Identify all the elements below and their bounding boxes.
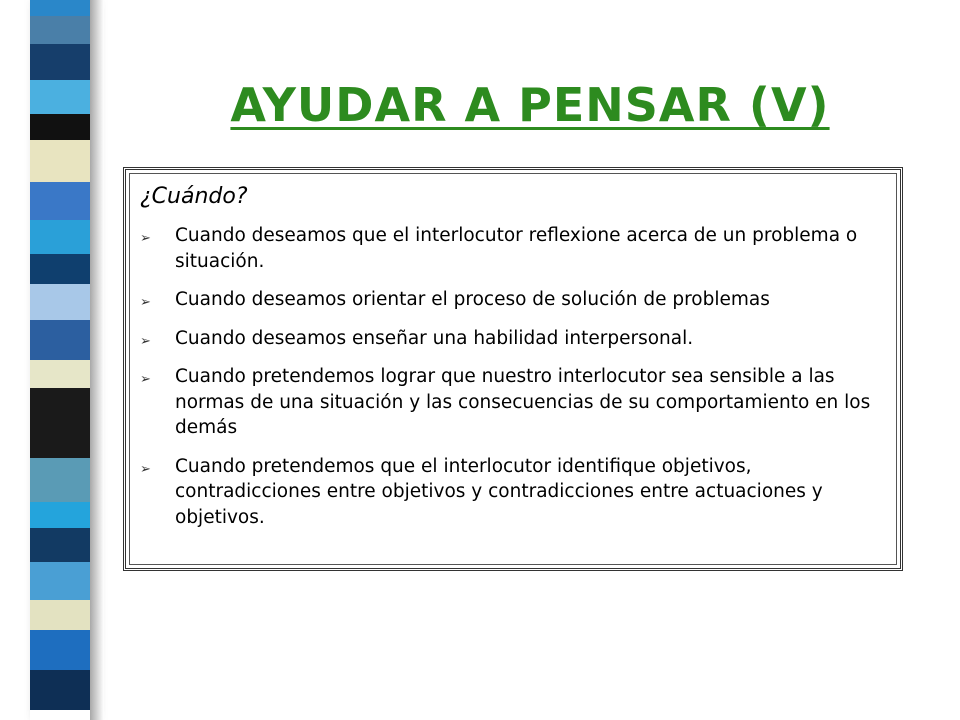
stripe-segment [30, 220, 90, 254]
stripe-segment [30, 16, 90, 44]
bullet-list [140, 223, 882, 530]
stripe-segment [30, 528, 90, 562]
bullet-item [140, 364, 882, 441]
bullet-text: Cuando deseamos que el interlocutor reflexione acerca de un problema o situación. [175, 225, 858, 272]
stripe-segment [30, 388, 90, 458]
stripe-segment [30, 284, 90, 320]
stripe-segment [30, 562, 90, 600]
slide-title: AYUDAR A PENSAR (V) [230, 78, 830, 132]
stripe-segment [30, 600, 90, 630]
bullet-item [140, 223, 882, 274]
bullet-item [140, 454, 882, 531]
stripe-segment [30, 458, 90, 502]
stripe-segment [30, 254, 90, 284]
stripe-segment [30, 670, 90, 710]
arrow-bullet-icon: ➢ [140, 372, 151, 387]
bullet-item [140, 287, 882, 313]
stripe-segment [30, 502, 90, 528]
bullet-text: Cuando deseamos enseñar una habilidad interpersonal. [175, 327, 694, 349]
stripe-segment [30, 44, 90, 80]
arrow-bullet-icon: ➢ [140, 295, 151, 310]
bullet-text: Cuando deseamos orientar el proceso de solución de problemas [175, 289, 770, 310]
stripe-segment [30, 140, 90, 182]
stripe-segment [30, 182, 90, 220]
stripe-segment [30, 0, 90, 16]
content-box [123, 167, 903, 571]
stripe-segment [30, 360, 90, 388]
arrow-bullet-icon: ➢ [140, 231, 151, 246]
arrow-bullet-icon: ➢ [140, 333, 151, 349]
bullet-text: Cuando pretendemos lograr que nuestro interlocutor sea sensible a las normas de una situación y las consecuencias de su comportamiento en los demás [175, 366, 871, 438]
arrow-bullet-icon: ➢ [140, 461, 151, 477]
bullet-item [140, 326, 882, 352]
stripe-segment [30, 320, 90, 360]
bullet-text: Cuando pretendemos que el interlocutor identifique objetivos, contradicciones entre objetivos y contradicciones entre actuaciones y objetivos. [175, 455, 823, 528]
section-heading: ¿Cuándo? [140, 184, 248, 209]
stripe-segment [30, 630, 90, 670]
